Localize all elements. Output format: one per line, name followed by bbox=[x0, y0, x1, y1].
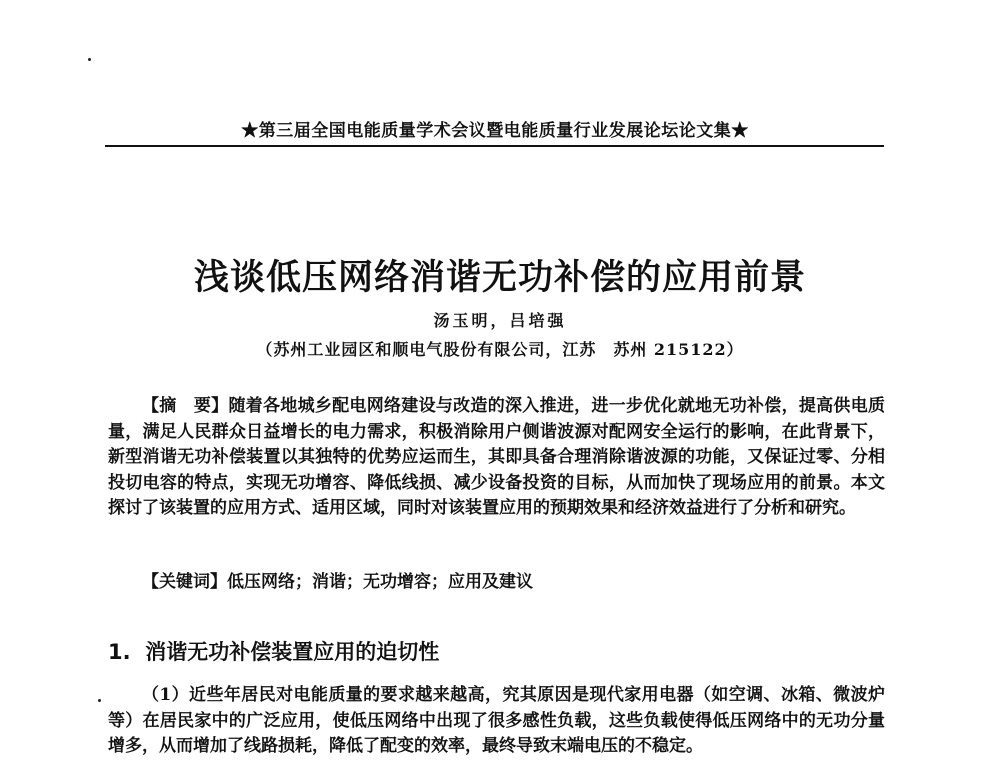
keywords-label: 【关键词】 bbox=[142, 572, 227, 592]
section-title: 消谐无功补偿装置应用的迫切性 bbox=[145, 640, 440, 664]
paper-title: 浅谈低压网络消谐无功补偿的应用前景 bbox=[193, 258, 806, 298]
proceedings-header: ★第三届全国电能质量学术会议暨电能质量行业发展论坛论文集★ bbox=[241, 121, 749, 141]
header-rule bbox=[105, 145, 884, 147]
paper-authors: 汤玉明，吕培强 bbox=[433, 311, 567, 330]
section-number: 1. bbox=[108, 640, 131, 664]
abstract-label: 【摘 要】 bbox=[142, 396, 229, 416]
abstract bbox=[108, 394, 885, 522]
paper-affiliation: （苏州工业园区和顺电气股份有限公司，江苏 苏州 215122） bbox=[256, 340, 744, 359]
scan-speck bbox=[88, 58, 91, 61]
abstract-text: 随着各地城乡配电网络建设与改造的深入推进，进一步优化就地无功补偿，提高供电质量，满足人民群众日益增长的电力需求，积极消除用户侧谐波源对配网安全运行的影响，在此背景下，新型消谐无功补偿装置以其独特的优势应运而生，其即具备合理消除谐波源的功能，又保证过零、分相投切电容的特点，实现无功增容、降低线损、减少设备投资的目标，从而加快了现场应用的前景。本文探讨了该装置的应用方式、适用区域，同时对该装置应用的预期效果和经济效益进行了分析和研究。 bbox=[108, 396, 886, 519]
section-heading bbox=[108, 636, 885, 666]
keywords-text: 低压网络；消谐；无功增容；应用及建议 bbox=[227, 572, 533, 592]
body-paragraph: （1）近些年居民对电能质量的要求越来越高，究其原因是现代家用电器（如空调、冰箱、微波炉等）在居民家中的广泛应用，使低压网络中出现了很多感性负载，这些负载使得低压网络中的无功分量增多，从而增加了线路损耗，降低了配变的效率，最终导致末端电压的不稳定。 bbox=[108, 685, 885, 757]
keywords bbox=[108, 570, 885, 595]
scan-speck bbox=[98, 699, 101, 702]
